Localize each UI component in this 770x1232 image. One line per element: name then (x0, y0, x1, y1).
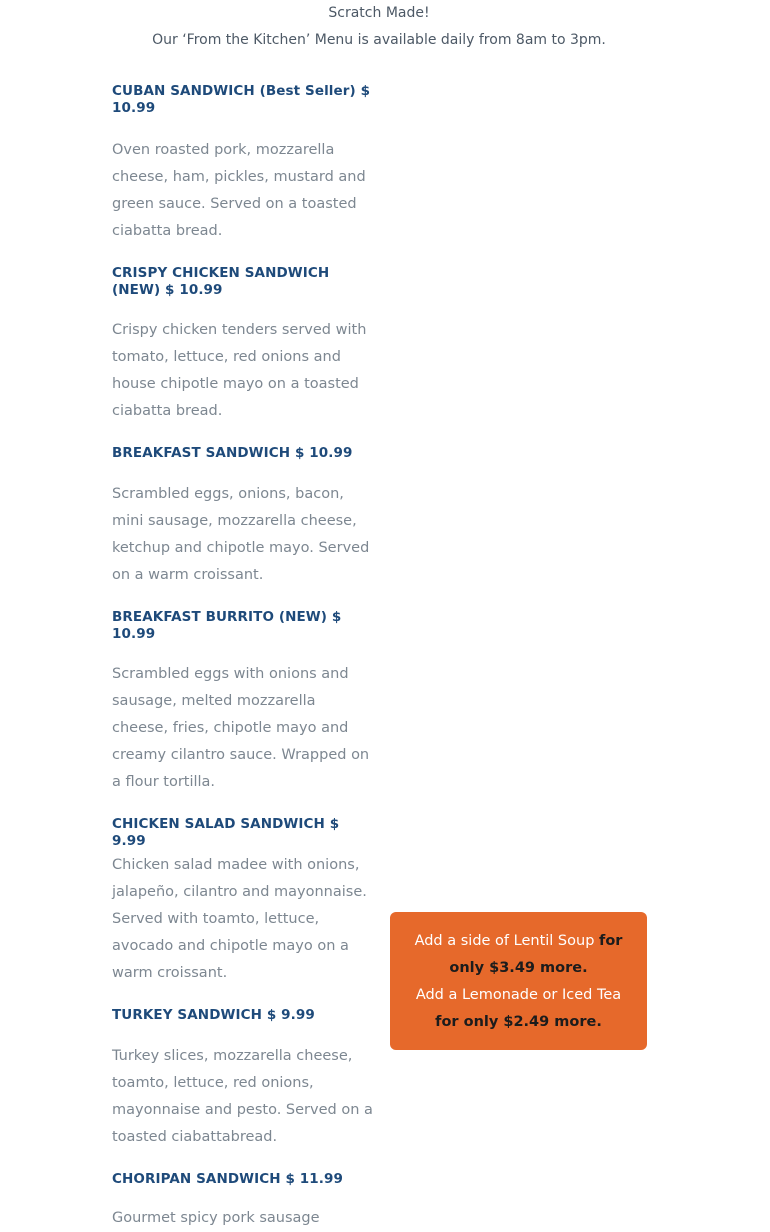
menu-item-description: Scrambled eggs, onions, bacon, mini sausage, mozzarella cheese, ketchup and chipotle mayo. Served on a warm croissant. (112, 486, 370, 583)
soup-promo-price: for only $3.49 more. (449, 933, 623, 976)
menu-item-description: Crispy chicken tenders served with tomato, lettuce, red onions and house chipotle mayo on a toasted ciabatta bread. (112, 322, 367, 419)
menu-item-title: BREAKFAST SANDWICH $ 10.99 (112, 445, 353, 461)
menu-item-description: Oven roasted pork, mozzarella cheese, ham, pickles, mustard and green sauce. Served on a toasted ciabatta bread. (112, 142, 366, 239)
menu-item-description: Turkey slices, mozzarella cheese, toamto, lettuce, red onions, mayonnaise and pesto. Served on a toasted ciabattabread. (112, 1048, 373, 1145)
menu-item-description: Scrambled eggs with onions and sausage, melted mozzarella cheese, fries, chipotle mayo and creamy cilantro sauce. Wrapped on a flour tortilla. (112, 666, 370, 790)
menu-item-title: TURKEY SANDWICH $ 9.99 (112, 1007, 315, 1023)
intro-availability: Our ‘From the Kitchen’ Menu is available daily from 8am to 3pm. (152, 32, 606, 48)
menu-item-title: CHORIPAN SANDWICH $ 11.99 (112, 1171, 343, 1187)
menu-item-title: CUBAN SANDWICH (Best Seller) $ 10.99 (112, 83, 371, 116)
menu-item-title: CHICKEN SALAD SANDWICH $ 9.99 (112, 816, 340, 849)
drink-promo-price: for only $2.49 more. (435, 1014, 602, 1030)
menu-item-title: CRISPY CHICKEN SANDWICH (NEW) $ 10.99 (112, 265, 330, 298)
menu-item-description: Gourmet spicy pork sausage (112, 1210, 320, 1226)
soup-promo-label: Add a side of Lentil Soup (414, 933, 595, 949)
drink-promo-label: Add a Lemonade or Iced Tea (415, 987, 622, 1003)
menu-item-description: Chicken salad madee with onions, jalapeño, cilantro and mayonnaise. Served with toamto, lettuce, avocado and chipotle mayo on a warm croissant. (112, 857, 367, 981)
soup-promo (404, 928, 633, 982)
intro-tagline: Scratch Made! (328, 5, 430, 21)
add-on-promo-box (390, 912, 647, 1050)
menu-item-title: BREAKFAST BURRITO (NEW) $ 10.99 (112, 609, 342, 642)
drink-promo (404, 982, 633, 1036)
